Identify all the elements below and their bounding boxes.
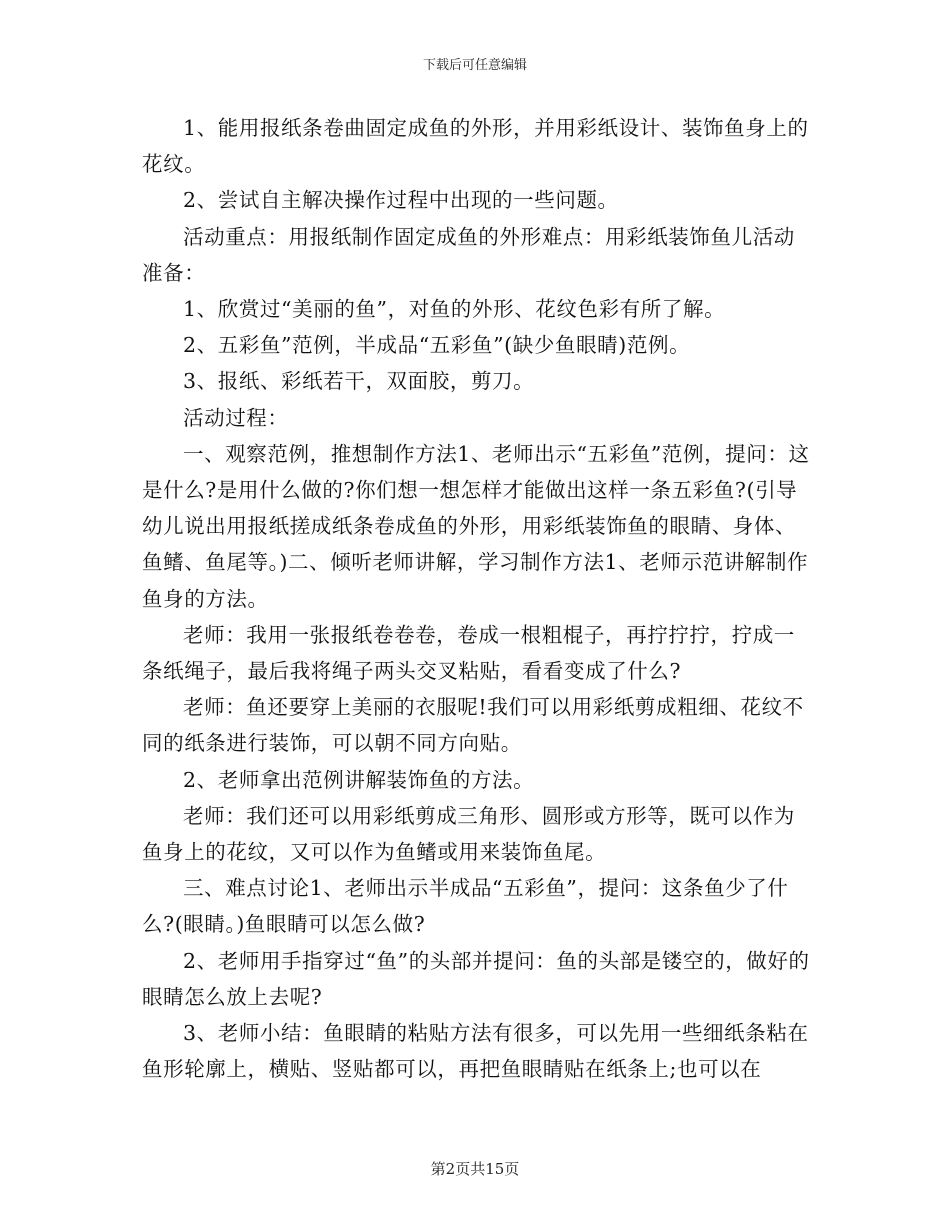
paragraph-12: 老师：我们还可以用彩纸剪成三角形、圆形或方形等，既可以作为鱼身上的花纹，又可以作为鱼鳍或用来装饰鱼尾。 (142, 803, 795, 865)
paragraph-6: 3、报纸、彩纸若干，双面胶，剪刀。 (183, 369, 535, 394)
paragraph-14: 2、老师用手指穿过“鱼”的头部并提问：鱼的头部是镂空的，做好的眼睛怎么放上去呢? (142, 948, 810, 1009)
page-footer: 第2页共15页 (430, 1160, 520, 1178)
paragraph-8: 一、观察范例，推想制作方法1、老师出示“五彩鱼”范例，提问：这是什么?是用什么做的?你们想一想怎样才能做出这样一条五彩鱼?(引导幼儿说出用报纸搓成纸条卷成鱼的外形，用彩纸装饰鱼的眼睛、身体、鱼鳍、鱼尾等。)二、倾听老师讲解，学习制作方法1、老师示范讲解制作鱼身的方法。 (142, 441, 810, 611)
paragraph-13: 三、难点讨论1、老师出示半成品“五彩鱼”，提问：这条鱼少了什么?(眼睛。)鱼眼睛可以怎么做? (142, 876, 789, 937)
paragraph-11: 2、老师拿出范例讲解装饰鱼的方法。 (183, 767, 535, 792)
paragraph-4: 1、欣赏过“美丽的鱼”，对鱼的外形、花纹色彩有所了解。 (183, 297, 726, 322)
paragraph-15: 3、老师小结：鱼眼睛的粘贴方法有很多，可以先用一些细纸条粘在鱼形轮廓上，横贴、竖贴都可以，再把鱼眼睛贴在纸条上;也可以在 (142, 1021, 809, 1082)
document-body (142, 110, 814, 1087)
paragraph-10: 老师：鱼还要穿上美丽的衣服呢!我们可以用彩纸剪成粗细、花纹不同的纸条进行装饰，可以朝不同方向贴。 (142, 695, 804, 756)
paragraph-9: 老师：我用一张报纸卷卷卷，卷成一根粗棍子，再拧拧拧，拧成一条纸绳子，最后我将绳子两头交叉粘贴，看看变成了什么? (142, 622, 795, 684)
paragraph-3: 活动重点：用报纸制作固定成鱼的外形难点：用彩纸装饰鱼儿活动准备： (142, 224, 795, 285)
page-header: 下载后可任意编辑 (422, 58, 527, 73)
paragraph-5: 2、五彩鱼”范例，半成品“五彩鱼”(缺少鱼眼睛)范例。 (183, 333, 691, 358)
paragraph-7: 活动过程： (183, 405, 289, 430)
paragraph-2: 2、尝试自主解决操作过程中出现的一些问题。 (183, 188, 619, 213)
paragraph-1: 1、能用报纸条卷曲固定成鱼的外形，并用彩纸设计、装饰鱼身上的花纹。 (142, 116, 809, 177)
